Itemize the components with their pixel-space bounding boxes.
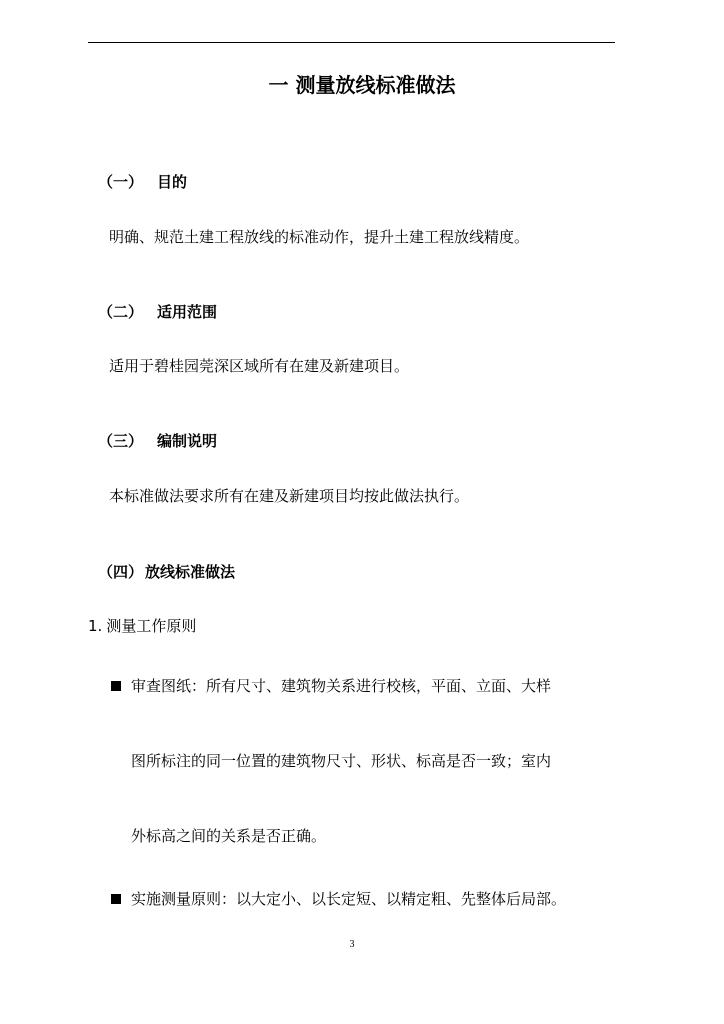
section-title: 放线标准做法 — [145, 563, 236, 581]
bullet-square-icon — [111, 894, 121, 904]
section-heading-purpose — [98, 171, 187, 193]
section-label: （一） — [98, 173, 144, 191]
section-title: 目的 — [157, 173, 188, 191]
section-text-scope: 适用于碧桂园莞深区域所有在建及新建项目。 — [109, 357, 410, 375]
numbered-item — [88, 615, 196, 637]
section-heading-method — [98, 561, 235, 583]
section-label: （四） — [98, 563, 144, 581]
section-text-purpose: 明确、规范土建工程放线的标准动作，提升土建工程放线精度。 — [109, 228, 530, 246]
section-label: （三） — [98, 432, 144, 450]
page-number: 3 — [349, 939, 355, 950]
section-title: 适用范围 — [157, 303, 218, 321]
section-heading-scope — [98, 301, 217, 323]
section-title: 编制说明 — [157, 432, 218, 450]
bullet-square-icon — [111, 681, 121, 691]
bullet-text-line: 图所标注的同一位置的建筑物尺寸、形状、标高是否一致；室内 — [131, 752, 552, 770]
item-number: 1. — [88, 617, 103, 635]
section-label: （二） — [98, 303, 144, 321]
bullet-text-line: 实施测量原则：以大定小、以长定短、以精定粗、先整体后局部。 — [131, 890, 567, 908]
section-text-notes: 本标准做法要求所有在建及新建项目均按此做法执行。 — [109, 487, 470, 505]
document-title: 一 测量放线标准做法 — [268, 73, 456, 97]
bullet-text-line: 审查图纸：所有尺寸、建筑物关系进行校核，平面、立面、大样 — [131, 677, 552, 695]
section-heading-notes — [98, 430, 217, 452]
header-rule — [88, 42, 615, 43]
bullet-text-line: 外标高之间的关系是否正确。 — [131, 827, 327, 845]
item-text: 测量工作原则 — [106, 617, 197, 635]
